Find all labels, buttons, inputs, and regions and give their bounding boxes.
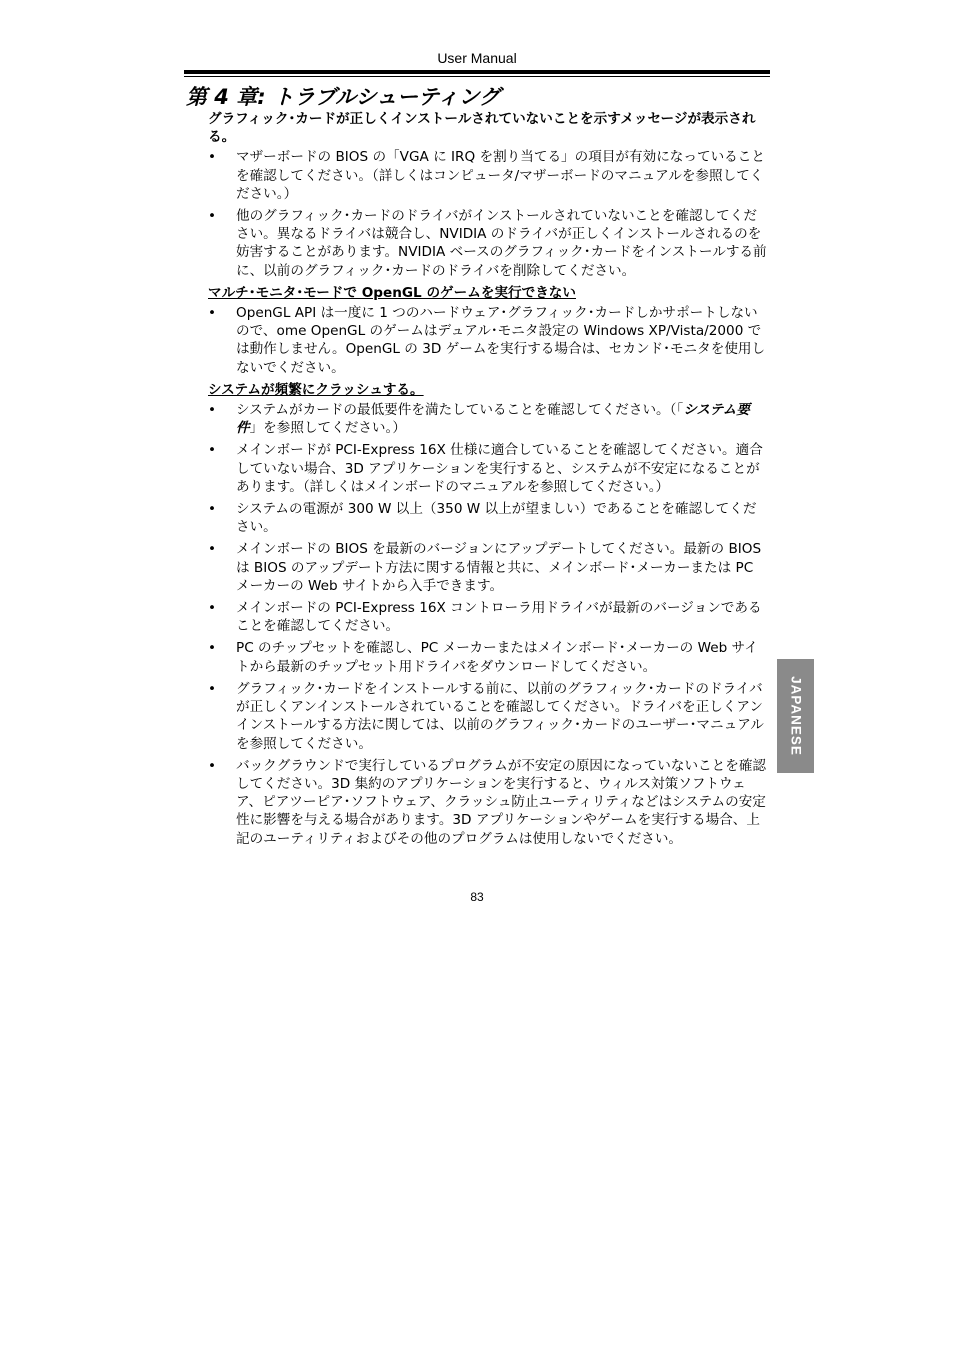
- list-item-text: グラフィック･カードをインストールする前に、以前のグラフィック･カードのドライバが正しくアンインストールされていることを確認してください。ドライバを正しくアンインストールする方法に関しては、以前のグラフィック･カードのユーザー･マニュアルを参照してください。: [236, 680, 764, 752]
- list-item-text: メインボードが PCI-Express 16X 仕様に適合していることを確認してください。適合していない場合、3D アプリケーションを実行すると、システムが不安定になることがあります。（詳しくはメインボードのマニュアルを参照してください。）: [236, 442, 763, 495]
- bullet-icon: •: [208, 501, 217, 518]
- section-title: マルチ･モニタ･モードで OpenGL のゲームを実行できない: [208, 284, 576, 301]
- bullet-list: [208, 148, 768, 279]
- main-content: [208, 110, 768, 852]
- side-tab-label: JAPANESE: [788, 676, 803, 756]
- language-side-tab: [777, 659, 814, 773]
- bullet-icon: •: [208, 402, 217, 419]
- list-item-text: メインボードの PCI-Express 16X コントローラ用ドライバが最新のバージョンであることを確認してください。: [236, 600, 762, 635]
- list-item: [208, 599, 768, 635]
- list-item-text: マザーボードの BIOS の「VGA に IRQ を割り当てる」の項目が有効になっていることを確認してください。（詳しくはコンピュータ/マザーボードのマニュアルを参照してください。）: [236, 149, 765, 202]
- list-item-text-before: システムがカードの最低要件を満たしていることを確認してください。（「: [236, 402, 684, 419]
- bullet-list: [208, 304, 768, 377]
- bullet-list: [208, 401, 768, 848]
- list-item: [208, 639, 768, 675]
- list-item: [208, 148, 768, 203]
- header-rule-thick: [184, 70, 770, 74]
- chapter-title: 第 4 章: トラブルシューティング: [186, 85, 501, 109]
- bullet-icon: •: [208, 442, 217, 459]
- page-header: User Manual: [437, 50, 517, 66]
- list-item-text: 他のグラフィック･カードのドライバがインストールされていないことを確認してください。異なるドライバは競合し、NVIDIA のドライバが正しくインストールされるのを妨害することがあります。NVIDIA ベースのグラフィック･カードをインストールする前に、以前のグラフィック･カードのドライバを削除してください。: [236, 208, 767, 279]
- list-item-text: OpenGL API は一度に 1 つのハードウェア･グラフィック･カードしかサポートしないので、ome OpenGL のゲームはデュアル･モニタ設定の Windows XP/Vista/2000 では動作しません。OpenGL の 3D ゲームを実行する場合は、セカンド･モニタを使用しないでください。: [236, 305, 766, 376]
- section-title: システムが頻繁にクラッシュする。: [208, 381, 424, 398]
- bullet-icon: •: [208, 680, 217, 697]
- bullet-icon: •: [208, 305, 217, 322]
- bullet-icon: •: [208, 600, 217, 617]
- bullet-icon: •: [208, 640, 217, 657]
- list-item-text-after: 」を参照してください。）: [249, 420, 406, 437]
- list-item: [208, 401, 768, 437]
- reference-link-text: システム要件: [236, 402, 750, 437]
- list-item: [208, 304, 768, 377]
- list-item-text: バックグラウンドで実行しているプログラムが不安定の原因になっていないことを確認してください。3D 集約のアプリケーションを実行すると、ウィルス対策ソフトウェア、ピアツーピア･ソフトウェア、クラッシュ防止ユーティリティなどはシステムの安定性に影響を与える場合があります。3D アプリケーションやゲームを実行する場合、上記のユーティリティおよびその他のプログラムは使用しないでください。: [236, 757, 767, 847]
- list-item: [208, 680, 768, 753]
- list-item: [208, 441, 768, 496]
- header-rule-thin: [184, 76, 770, 77]
- list-item-text: メインボードの BIOS を最新のバージョンにアップデートしてください。最新の BIOS は BIOS のアップデート方法に関する情報と共に、メインボード･メーカーまたは PC メーカーの Web サイトから入手できます。: [236, 541, 762, 594]
- section-title: グラフィック･カードが正しくインストールされていないことを示すメッセージが表示される。: [208, 111, 756, 146]
- list-item: [208, 500, 768, 536]
- bullet-icon: •: [208, 208, 217, 225]
- bullet-icon: •: [208, 149, 217, 166]
- list-item: [208, 757, 768, 848]
- list-item: [208, 540, 768, 595]
- list-item-text: PC のチップセットを確認し、PC メーカーまたはメインボード･メーカーの Web サイトから最新のチップセット用ドライバをダウンロードしてください。: [236, 640, 758, 675]
- list-item-text: システムの電源が 300 W 以上（350 W 以上が望ましい）であることを確認してください。: [236, 501, 757, 536]
- bullet-icon: •: [208, 541, 217, 558]
- list-item: [208, 207, 768, 280]
- bullet-icon: •: [208, 757, 217, 774]
- page-number: 83: [470, 890, 484, 904]
